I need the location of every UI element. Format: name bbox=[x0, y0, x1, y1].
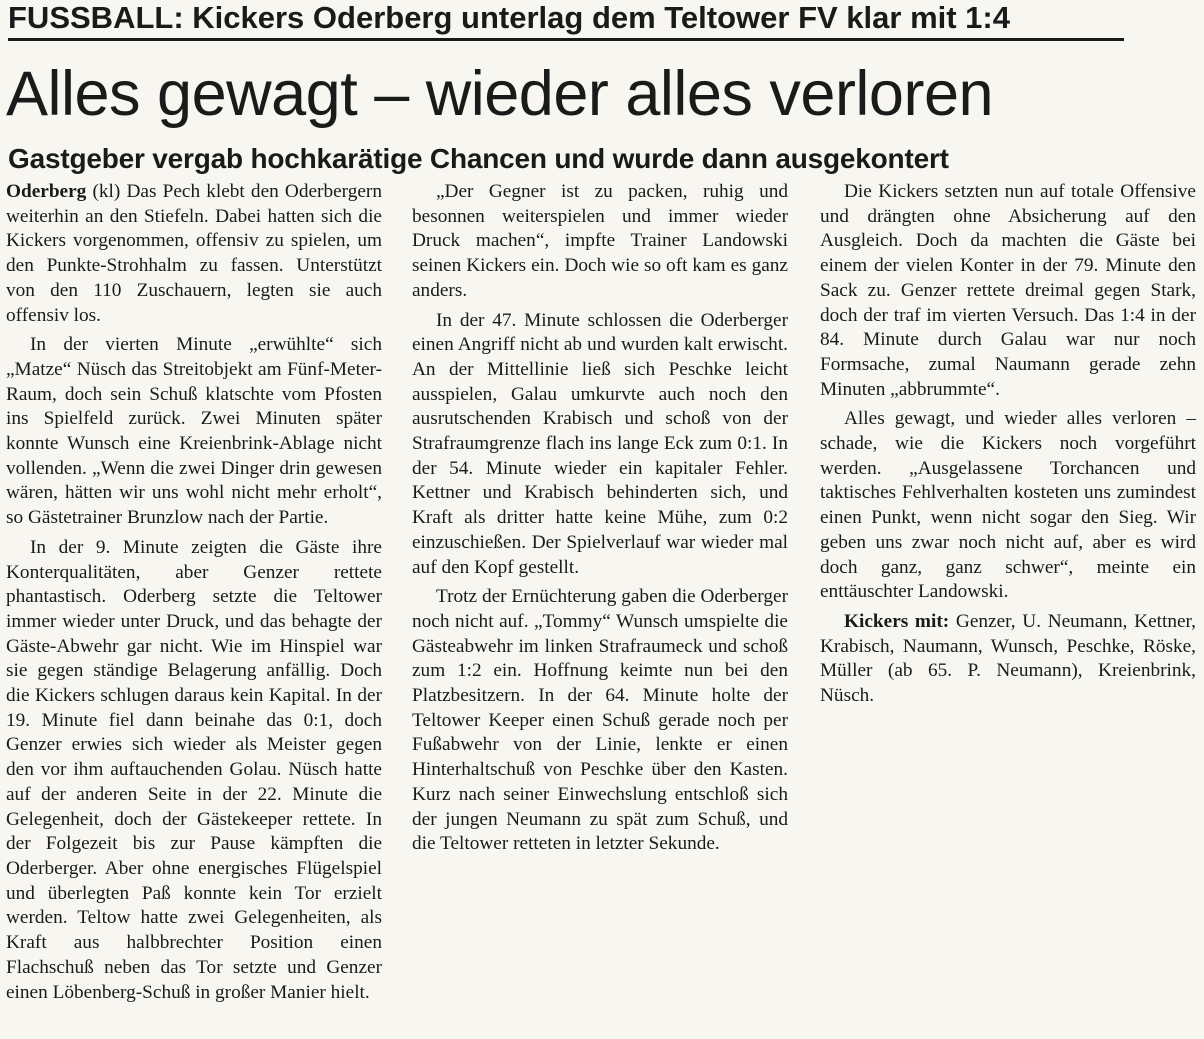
article-paragraph: In der 47. Minute schlossen die Oderberger einen Angriff nicht ab und wurden kalt erwischt. An der Mittellinie ließ sich Peschke leicht ausspielen, Galau umkurvte auch noch den ausrutschenden Krabisch und schoß von der Strafraumgrenze flach ins lange Eck zum 0:1. In der 54. Minute wieder ein kapitaler Fehler. Kettner und Krabisch behinderten sich, und Kraft als dritter hatte keine Mühe, zum 0:2 einzuschießen. Der Spielverlauf war wieder mal auf den Kopf gestellt. bbox=[412, 309, 788, 578]
article-paragraph: In der vierten Minute „erwühlte“ sich „Matze“ Nüsch das Streitobjekt am Fünf-Meter-Raum, doch sein Schuß klatschte vom Pfosten ins Spielfeld zurück. Zwei Minuten später konnte Wunsch eine Kreienbrink-Ablage nicht vollenden. „Wenn die zwei Dinger drin gewesen wären, hätten wir uns wohl nicht mehr erholt“, so Gästetrainer Brunzlow nach der Partie. bbox=[6, 334, 382, 529]
article-subheadline: Gastgeber vergab hochkarätige Chancen und wurde dann ausgekontert bbox=[8, 143, 949, 174]
article-paragraph bbox=[6, 180, 382, 328]
article-column-2 bbox=[412, 180, 788, 862]
article-paragraph: Die Kickers setzten nun auf totale Offensive und drängten ohne Absicherung auf den Ausgleich. Doch da machten die Gäste bei einem der vielen Konter in der 79. Minute den Sack zu. Genzer rettete dreimal gegen Stark, doch der traf im vierten Versuch. Das 1:4 in der 84. Minute durch Galau war nur noch Formsache, zumal Naumann gerade zehn Minuten „abbrummte“. bbox=[820, 181, 1196, 400]
article-paragraph: „Der Gegner ist zu packen, ruhig und besonnen weiterspielen und immer wieder Druck machen“, impfte Trainer Landowski seinen Kickers ein. Doch wie so oft kam es ganz anders. bbox=[412, 181, 788, 301]
article-headline: Alles gewagt – wieder alles verloren bbox=[6, 59, 994, 129]
article-column-3 bbox=[820, 180, 1196, 714]
lineup-paragraph bbox=[820, 610, 1196, 709]
article-column-1 bbox=[6, 180, 382, 1010]
article-kicker: FUSSBALL: Kickers Oderberg unterlag dem Teltower FV klar mit 1:4 bbox=[8, 0, 1124, 41]
article-paragraph: In der 9. Minute zeigten die Gäste ihre Konterqualitäten, aber Genzer rettete phantastisch. Oderberg setzte die Teltower immer wieder unter Druck, und das behagte der Gäste-Abwehr gar nicht. Wie im Hinspiel war sie gegen ständige Belagerung anfällig. Doch die Kickers schlugen daraus kein Kapital. In der 19. Minute fiel dann beinahe das 0:1, doch Genzer erwies sich wieder als Meister gegen den vor ihm auftauchenden Golau. Nüsch hatte auf der anderen Seite in der 22. Minute die Gelegenheit, doch der Gästekeeper rettete. In der Folgezeit bis zur Pause kämpften die Oderberger. Aber ohne energisches Flügelspiel und überlegten Paß konnte kein Tor erzielt werden. Teltow hatte zwei Gelegenheiten, als Kraft aus halbbrechter Position einen Flachschuß neben das Tor setzte und Genzer einen Löbenberg-Schuß in großer Manier hielt. bbox=[6, 536, 382, 1003]
lineup-label: Kickers mit: bbox=[844, 610, 950, 632]
article-paragraph: Alles gewagt, und wieder alles verloren – schade, wie die Kickers noch vorgeführt werden. „Ausgelassene Torchancen und taktisches Fehlverhalten kosteten uns zumindest einen Punkt, wenn nicht sogar den Sieg. Wir geben uns zwar noch nicht auf, aber es wird doch ganz, ganz schwer“, meinte ein enttäuschter Landowski. bbox=[820, 408, 1196, 603]
lineup-text: Genzer, U. Neumann, Kettner, Krabisch, Naumann, Wunsch, Peschke, Röske, Müller (ab 65. P. Neumann), Kreienbrink, Nüsch. bbox=[820, 610, 1197, 707]
article-paragraph: Trotz der Ernüchterung gaben die Oderberger noch nicht auf. „Tommy“ Wunsch umspielte die Gästeabwehr im linken Strafraumeck und schoß zum 1:2 ein. Hoffnung keimte nun bei den Platzbesitzern. In der 64. Minute holte der Teltower Keeper einen Schuß gerade noch per Fußabwehr von der Linie, lenkte er einen Hinterhaltschuß von Peschke über den Kasten. Kurz nach seiner Einwechslung entschloß sich der jungen Neumann zu spät zum Schuß, und die Teltower retteten in letzter Sekunde. bbox=[412, 586, 788, 855]
article-dateline: Oderberg bbox=[6, 181, 87, 202]
paragraph-text: (kl) Das Pech klebt den Oderbergern weiterhin an den Stiefeln. Dabei hatten sich die Kickers vorgenommen, offensiv zu spielen, um den Punkte-Strohhalm zu fassen. Unterstützt von den 110 Zuschauern, legten sie auch offensiv los. bbox=[6, 181, 382, 326]
